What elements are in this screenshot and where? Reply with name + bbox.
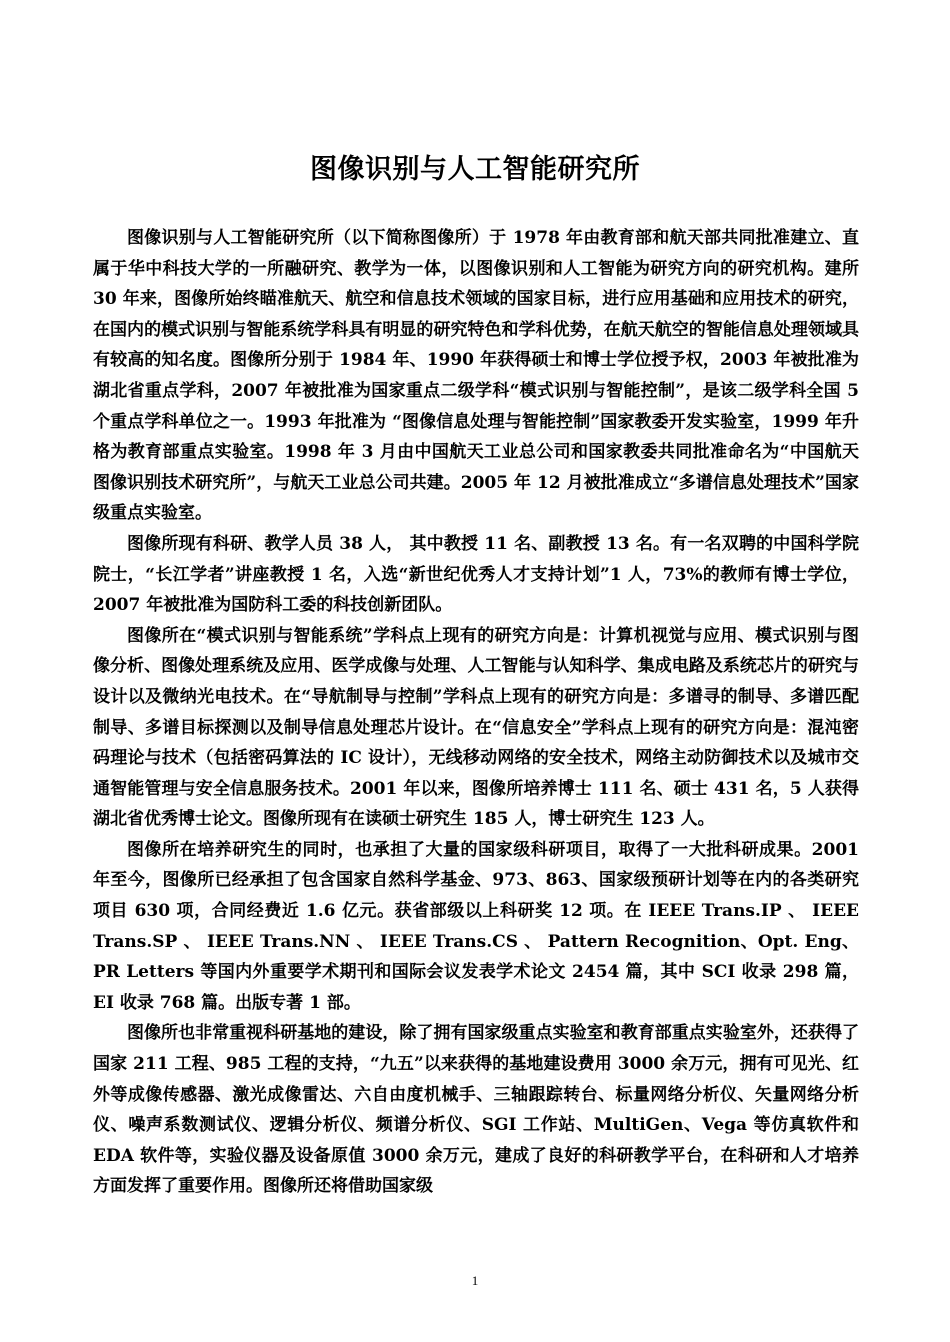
paragraph-staff: 图像所现有科研、教学人员 38 人， 其中教授 11 名、副教授 13 名。有一名双聘的中国科学院院士，“长江学者”讲座教授 1 名，入选“新世纪优秀人才支持计划”1 人，73%的教师有博士学位，2007 年被批准为国防科工委的科技创新团队。	[93, 533, 859, 616]
paragraph-research-output: 图像所在培养研究生的同时，也承担了大量的国家级科研项目，取得了一大批科研成果。2001 年至今，图像所已经承担了包含国家自然科学基金、973、863、国家级预研计划等在内的各类研究项目 630 项，合同经费近 1.6 亿元。获省部级以上科研奖 12 项。在 IEEE Trans.IP 、 IEEE Trans.SP 、 IEEE Trans.NN 、 IEEE Trans.CS 、 Pattern Recognition、Opt. Eng、PR Letters 等国内外重要学术期刊和国际会议发表学术论文 2454 篇，其中 SCI 收录 298 篇，EI 收录 768 篇。出版专著 1 部。	[93, 839, 859, 1013]
page-title: 图像识别与人工智能研究所	[310, 154, 640, 185]
paragraph-facilities: 图像所也非常重视科研基地的建设，除了拥有国家级重点实验室和教育部重点实验室外，还获得了国家 211 工程、985 工程的支持，“九五”以来获得的基地建设费用 3000 余万元，拥有可见光、红外等成像传感器、激光成像雷达、六自由度机械手、三轴跟踪转台、标量网络分析仪、矢量网络分析仪、噪声系数测试仪、逻辑分析仪、频谱分析仪、SGI 工作站、MultiGen、Vega 等仿真软件和 EDA 软件等，实验仪器及设备原值 3000 余万元，建成了良好的科研教学平台，在科研和人才培养方面发挥了重要作用。图像所还将借助国家级	[93, 1023, 859, 1197]
paragraph-research-directions: 图像所在“模式识别与智能系统”学科点上现有的研究方向是：计算机视觉与应用、模式识别与图像分析、图像处理系统及应用、医学成像与处理、人工智能与认知科学、集成电路及系统芯片的研究与设计以及微纳光电技术。在“导航制导与控制”学科点上现有的研究方向是：多谱寻的制导、多谱匹配制导、多谱目标探测以及制导信息处理芯片设计。在“信息安全”学科点上现有的研究方向是：混沌密码理论与技术（包括密码算法的 IC 设计），无线移动网络的安全技术，网络主动防御技术以及城市交通智能管理与安全信息服务技术。2001 年以来，图像所培养博士 111 名、硕士 431 名，5 人获得湖北省优秀博士论文。图像所现有在读硕士研究生 185 人，博士研究生 123 人。	[93, 625, 859, 830]
paragraph-history: 图像识别与人工智能研究所（以下简称图像所）于 1978 年由教育部和航天部共同批准建立、直属于华中科技大学的一所融研究、教学为一体，以图像识别和人工智能为研究方向的研究机构。建所 30 年来，图像所始终瞄准航天、航空和信息技术领域的国家目标，进行应用基础和应用技术的研究，在国内的模式识别与智能系统学科具有明显的研究特色和学科优势，在航天航空的智能信息处理领域具有较高的知名度。图像所分别于 1984 年、1990 年获得硕士和博士学位授予权，2003 年被批准为湖北省重点学科，2007 年被批准为国家重点二级学科“模式识别与智能控制”，是该二级学科全国 5 个重点学科单位之一。1993 年批准为 “图像信息处理与智能控制”国家教委开发实验室，1999 年升格为教育部重点实验室。1998 年 3 月由中国航天工业总公司和国家教委共同批准命名为“中国航天图像识别技术研究所”，与航天工业总公司共建。2005 年 12 月被批准成立“多谱信息处理技术”国家级重点实验室。	[93, 228, 859, 524]
body-text	[93, 223, 859, 1202]
page-number: 1	[471, 1273, 479, 1288]
